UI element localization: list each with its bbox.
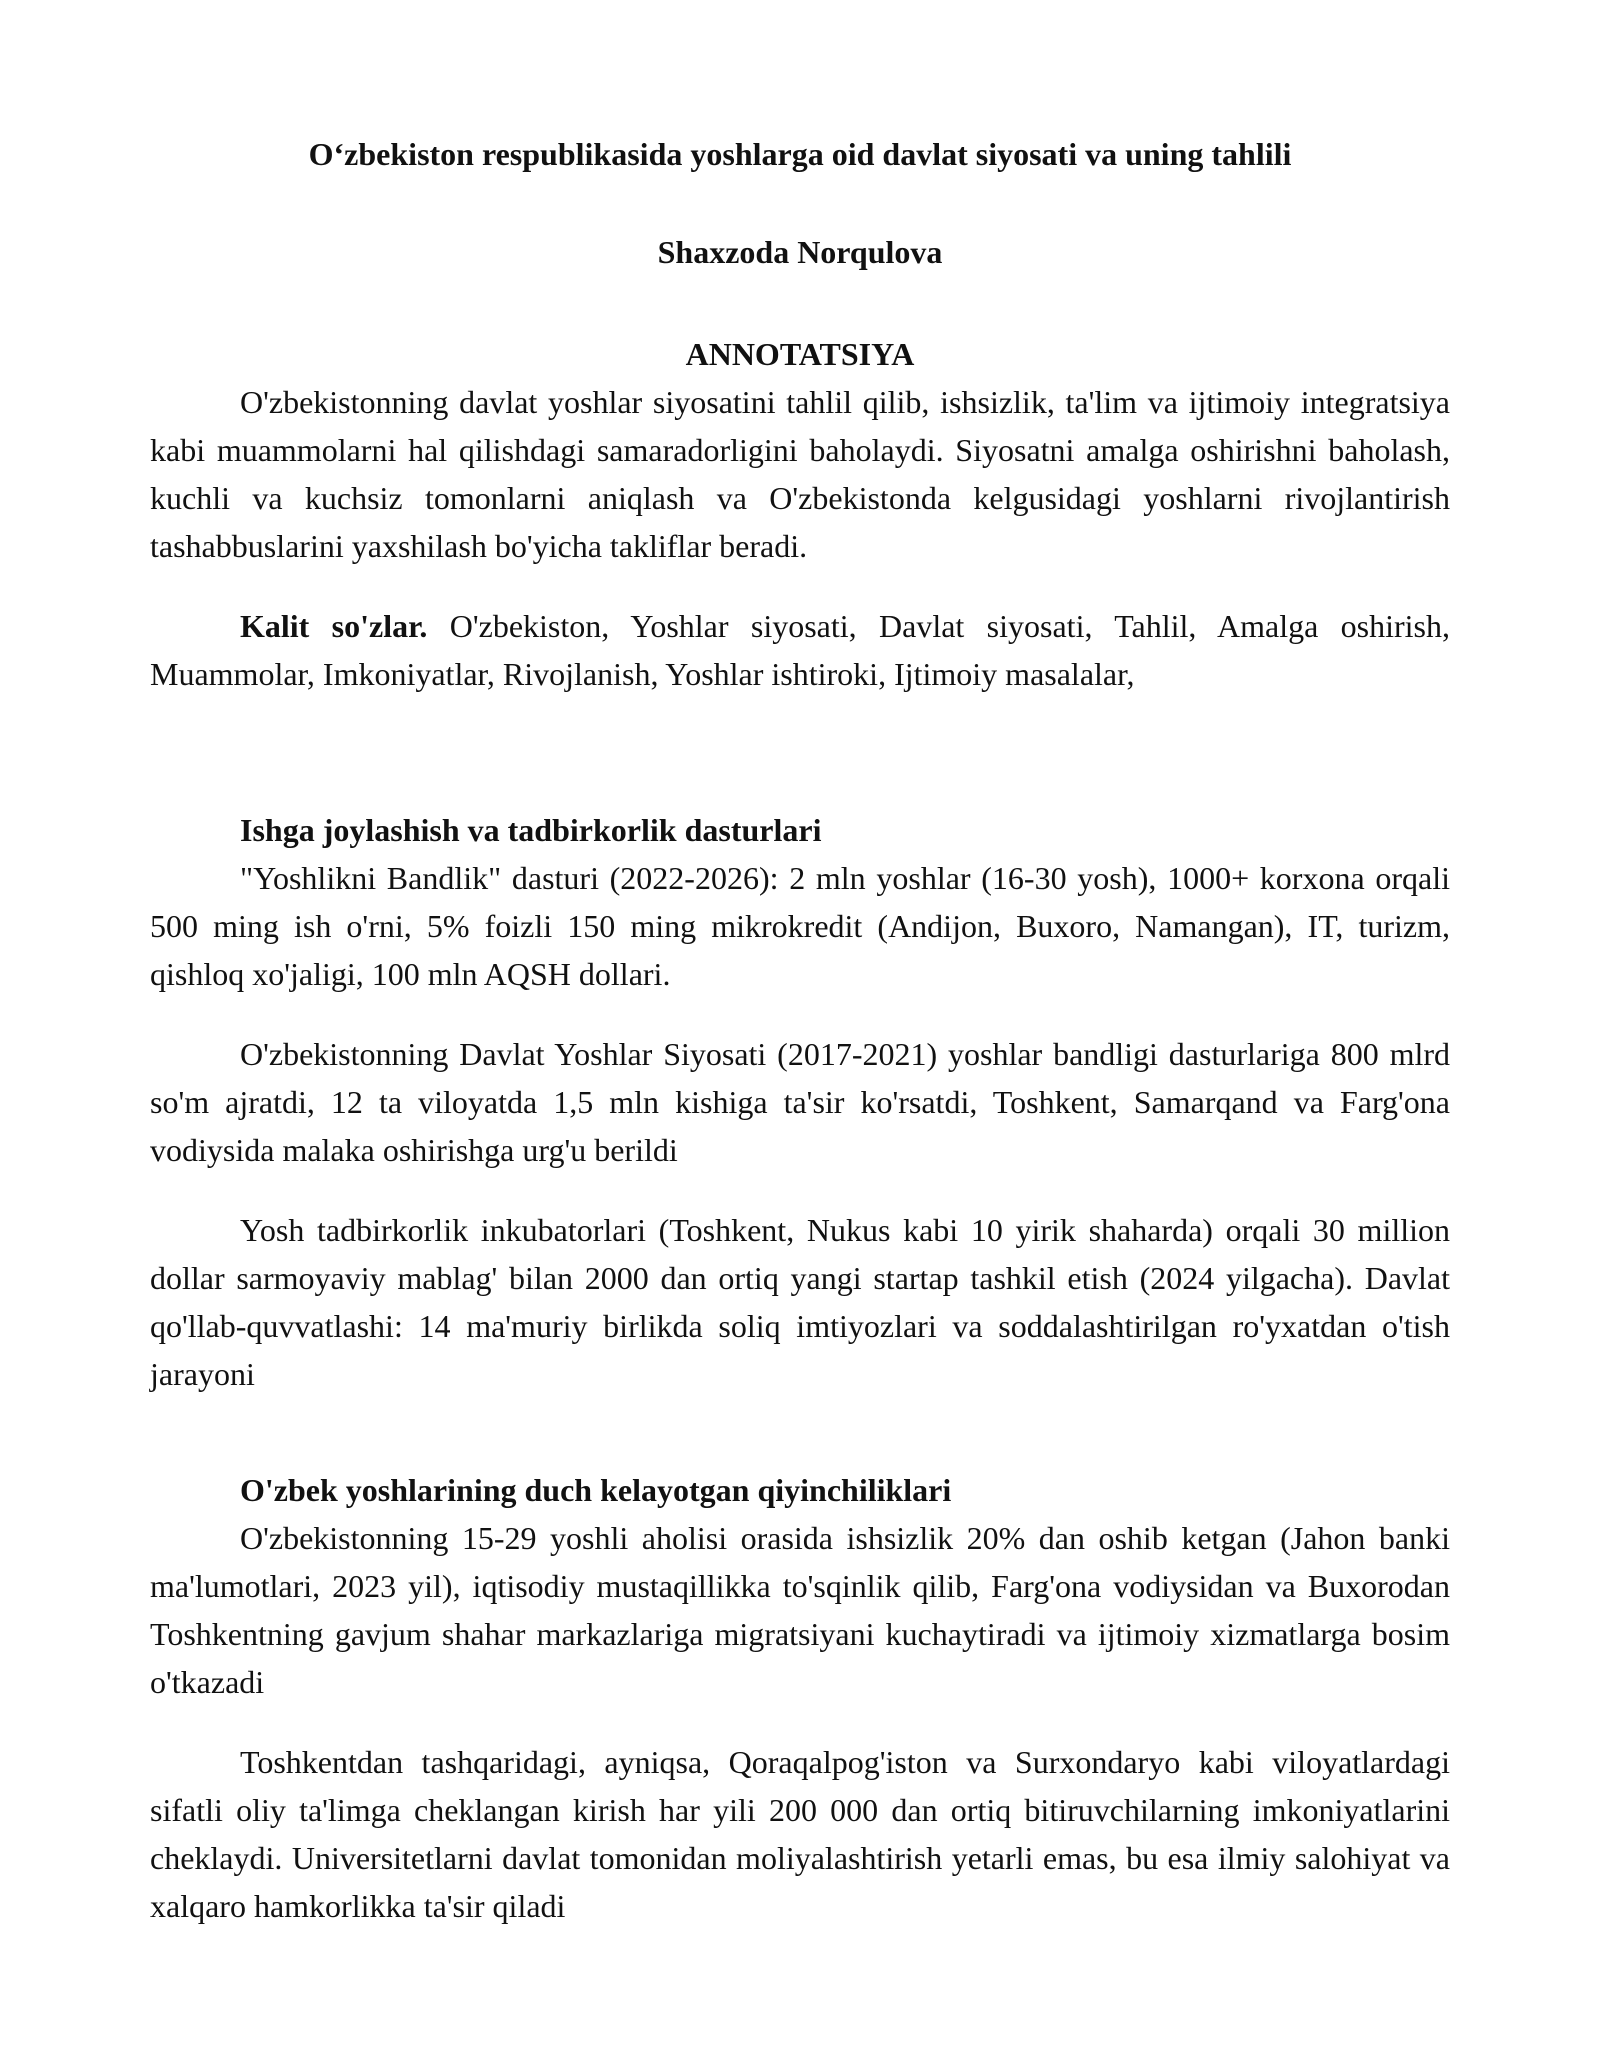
section2-paragraph-1: O'zbekistonning 15-29 yoshli aholisi orasida ishsizlik 20% dan oshib ketgan (Jahon banki ma'lumotlari, 2023 yil), iqtisodiy mustaqillikka to'sqinlik qilib, Farg'ona vodiysidan va Buxorodan Toshkentning gavjum shahar markazlariga migratsiyani kuchaytiradi va ijtimoiy xizmatlarga bosim o'tkazadi [150,1520,1450,1700]
section-heading-employment: Ishga joylashish va tadbirkorlik dasturlari [240,812,822,848]
annotation-text: O'zbekistonning davlat yoshlar siyosatini tahlil qilib, ishsizlik, ta'lim va ijtimoiy integratsiya kabi muammolarni hal qilishdagi samaradorligini baholaydi. Siyosatni amalga oshirishni baholash, kuchli va kuchsiz tomonlarni aniqlash va O'zbekistonda kelgusidagi yoshlarni rivojlantirish tashabbuslarini yaxshilash bo'yicha takliflar beradi. [150,384,1450,564]
section1-paragraph-3: Yosh tadbirkorlik inkubatorlari (Toshkent, Nukus kabi 10 yirik shaharda) orqali 30 million dollar sarmoyaviy mablag' bilan 2000 dan ortiq yangi startap tashkil etish (2024 yilgacha). Davlat qo'llab-quvvatlashi: 14 ma'muriy birlikda soliq imtiyozlari va soddalashtirilgan ro'yxatdan o'tish jarayoni [150,1212,1450,1392]
section-heading-challenges: O'zbek yoshlarining duch kelayotgan qiyinchiliklari [240,1472,952,1508]
author-name: Shaxzoda Norqulova [657,234,943,270]
section2-paragraph-2: Toshkentdan tashqaridagi, ayniqsa, Qoraqalpog'iston va Surxondaryo kabi viloyatlardagi sifatli oliy ta'limga cheklangan kirish har yili 200 000 dan ortiq bitiruvchilarning imkoniyatlarini cheklaydi. Universitetlarni davlat tomonidan moliyalashtirish yetarli emas, bu esa ilmiy salohiyat va xalqaro hamkorlikka ta'sir qiladi [150,1744,1450,1924]
keywords-label: Kalit so'zlar. [240,608,428,644]
annotation-heading: ANNOTATSIYA [685,336,915,372]
paper-title: O‘zbekiston respublikasida yoshlarga oid davlat siyosati va uning tahlili [308,136,1292,172]
keywords-paragraph [150,602,1450,698]
section1-paragraph-2: O'zbekistonning Davlat Yoshlar Siyosati (2017-2021) yoshlar bandligi dasturlariga 800 mlrd so'm ajratdi, 12 ta viloyatda 1,5 mln kishiga ta'sir ko'rsatdi, Toshkent, Samarqand va Farg'ona vodiysida malaka oshirishga urg'u berildi [150,1036,1450,1168]
section1-paragraph-1: "Yoshlikni Bandlik" dasturi (2022-2026): 2 mln yoshlar (16-30 yosh), 1000+ korxona orqali 500 ming ish o'rni, 5% foizli 150 ming mikrokredit (Andijon, Buxoro, Namangan), IT, turizm, qishloq xo'jaligi, 100 mln AQSH dollari. [150,860,1450,992]
keywords-text: O'zbekiston, Yoshlar siyosati, Davlat siyosati, Tahlil, Amalga oshirish, Muammolar, Imkoniyatlar, Rivojlanish, Yoshlar ishtiroki, Ijtimoiy masalalar, [150,608,1451,692]
